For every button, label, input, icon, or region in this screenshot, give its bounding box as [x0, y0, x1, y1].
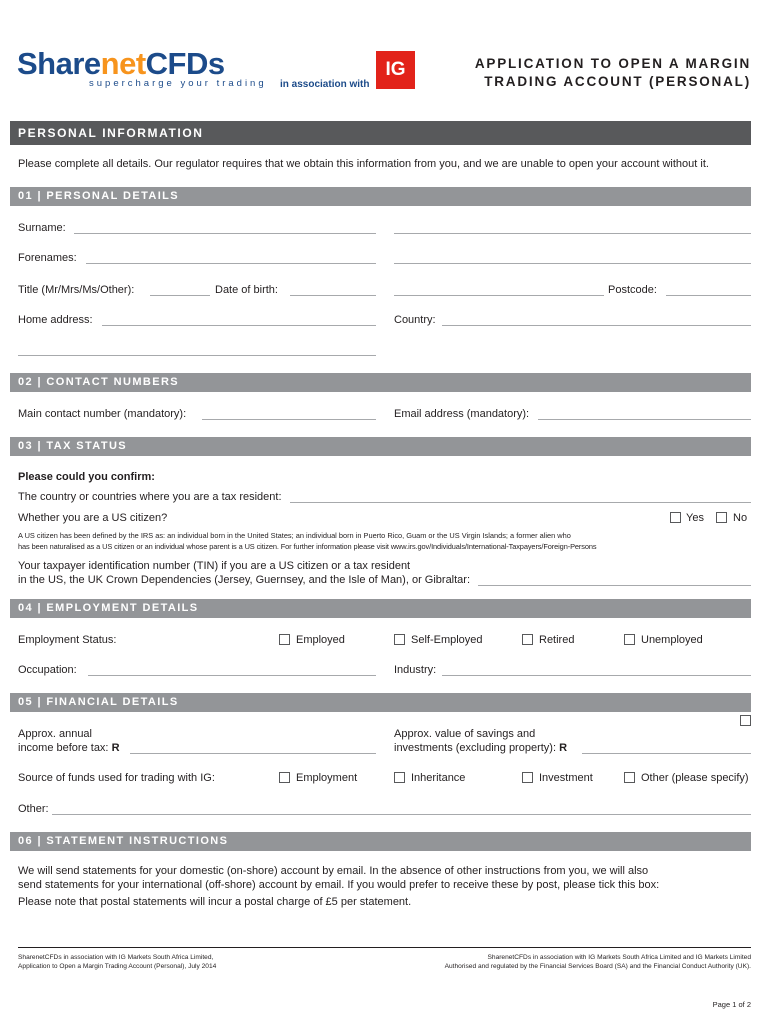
- surname-field-2[interactable]: [394, 233, 751, 234]
- footer-left-line2: Application to Open a Margin Trading Account (Personal), July 2014: [18, 963, 217, 970]
- tax-resident-label: The country or countries where you are a tax resident:: [18, 491, 282, 503]
- contact-numbers-heading: 02 | CONTACT NUMBERS: [10, 373, 751, 392]
- retired-checkbox[interactable]: [522, 634, 533, 645]
- footer-left-line1: SharenetCFDs in association with IG Markets South Africa Limited,: [18, 954, 214, 961]
- logo-net: net: [100, 46, 146, 81]
- tin-label-line1: Your taxpayer identification number (TIN) if you are a US citizen or a tax resident: [18, 560, 411, 572]
- intro-text: Please complete all details. Our regulator requires that we obtain this information from you, and we are unable to open your account without it.: [18, 158, 709, 170]
- ig-logo: IG: [376, 51, 415, 89]
- country-label: Country:: [394, 314, 436, 326]
- tin-field[interactable]: [478, 585, 751, 586]
- self-employed-checkbox[interactable]: [394, 634, 405, 645]
- tax-resident-field[interactable]: [290, 502, 751, 503]
- footer-right-line2: Authorised and regulated by the Financial Services Board (SA) and the Financial Conduct Authority (UK).: [444, 963, 751, 970]
- email-field[interactable]: [538, 419, 751, 420]
- savings-label-text: investments (excluding property):: [394, 742, 557, 754]
- employment-source-checkbox[interactable]: [279, 772, 290, 783]
- email-label: Email address (mandatory):: [394, 408, 530, 420]
- statement-text-line3: Please note that postal statements will incur a postal charge of £5 per statement.: [18, 896, 412, 908]
- investment-checkbox[interactable]: [522, 772, 533, 783]
- logo-tagline: supercharge your trading: [89, 78, 267, 89]
- employment-details-heading: 04 | EMPLOYMENT DETAILS: [10, 599, 751, 618]
- other-label: Other:: [18, 803, 49, 815]
- us-citizen-no-checkbox[interactable]: [716, 512, 727, 523]
- income-field[interactable]: [130, 753, 376, 754]
- employed-checkbox[interactable]: [279, 634, 290, 645]
- page-number: Page 1 of 2: [712, 1000, 751, 1009]
- other-field[interactable]: [52, 814, 751, 815]
- form-title-line2: TRADING ACCOUNT (PERSONAL): [484, 74, 751, 89]
- association-text: in association with: [280, 79, 370, 90]
- savings-label-line1: Approx. value of savings and: [394, 728, 536, 740]
- savings-field[interactable]: [582, 753, 751, 754]
- surname-label: Surname:: [18, 222, 66, 234]
- unemployed-checkbox[interactable]: [624, 634, 635, 645]
- footer-right-line1: SharenetCFDs in association with IG Markets South Africa Limited and IG Markets Limited: [487, 954, 751, 961]
- footer-divider: [18, 947, 751, 948]
- inheritance-checkbox[interactable]: [394, 772, 405, 783]
- employment-source-label: Employment: [296, 772, 358, 784]
- occupation-label: Occupation:: [18, 664, 77, 676]
- forenames-field[interactable]: [86, 263, 376, 264]
- statement-text-line2: send statements for your international (off-shore) account by email. If you would prefer to receive these by post, please tick this box:: [18, 879, 660, 891]
- us-citizen-yes-checkbox[interactable]: [670, 512, 681, 523]
- dob-label: Date of birth:: [215, 284, 278, 296]
- statement-instructions-heading: 06 | STATEMENT INSTRUCTIONS: [10, 832, 751, 851]
- us-citizen-note-line2: has been naturalised as a US citizen or an individual whose parent is a US citizen. For further information please visit www.irs.gov/Individuals/International-Taxpayers/Foreign-Persons: [18, 542, 597, 551]
- dob-field[interactable]: [290, 295, 376, 296]
- income-label-line1: Approx. annual: [18, 728, 92, 740]
- financial-details-heading: 05 | FINANCIAL DETAILS: [10, 693, 751, 712]
- us-citizen-note-line1: A US citizen has been defined by the IRS as: an individual born in the United States; an individual born in Puerto Rico, Guam or the US Virgin Islands; a former alien who: [18, 531, 571, 540]
- savings-currency: R: [559, 742, 568, 754]
- postcode-field[interactable]: [666, 295, 751, 296]
- forenames-label: Forenames:: [18, 252, 77, 264]
- other-source-label: Other (please specify): [641, 772, 749, 784]
- home-address-field[interactable]: [102, 325, 376, 326]
- forenames-field-2[interactable]: [394, 263, 751, 264]
- yes-label: Yes: [686, 512, 704, 524]
- main-contact-label: Main contact number (mandatory):: [18, 408, 187, 420]
- form-title-line1: APPLICATION TO OPEN A MARGIN: [474, 56, 751, 71]
- sharenet-logo: [17, 48, 267, 89]
- statement-text-line1: We will send statements for your domestic (on-shore) account by email. In the absence of other instructions from you, we will also: [18, 865, 649, 877]
- home-address-field-2[interactable]: [18, 355, 376, 356]
- confirm-label: Please could you confirm:: [18, 471, 155, 483]
- industry-label: Industry:: [394, 664, 437, 676]
- investment-label: Investment: [539, 772, 593, 784]
- source-of-funds-label: Source of funds used for trading with IG:: [18, 772, 215, 784]
- occupation-field[interactable]: [88, 675, 376, 676]
- employment-status-label: Employment Status:: [18, 634, 117, 646]
- income-label-line2: [18, 742, 120, 755]
- personal-details-heading: 01 | PERSONAL DETAILS: [10, 187, 751, 206]
- postcode-label: Postcode:: [608, 284, 657, 296]
- no-label: No: [733, 512, 748, 524]
- logo-wordmark: [17, 48, 267, 80]
- unemployed-label: Unemployed: [641, 634, 703, 646]
- title-field[interactable]: [150, 295, 210, 296]
- income-currency: R: [111, 742, 120, 754]
- self-employed-label: Self-Employed: [411, 634, 483, 646]
- title-label: Title (Mr/Mrs/Ms/Other):: [18, 284, 135, 296]
- income-label-text: income before tax:: [18, 742, 109, 754]
- tax-status-heading: 03 | TAX STATUS: [10, 437, 751, 456]
- us-citizen-label: Whether you are a US citizen?: [18, 512, 168, 524]
- financial-checkbox[interactable]: [740, 715, 751, 726]
- country-field[interactable]: [442, 325, 751, 326]
- home-address-label: Home address:: [18, 314, 93, 326]
- industry-field[interactable]: [442, 675, 751, 676]
- tin-label-line2: in the US, the UK Crown Dependencies (Jersey, Guernsey, and the Isle of Man), or Gibraltar:: [18, 574, 471, 586]
- inheritance-label: Inheritance: [411, 772, 466, 784]
- other-source-checkbox[interactable]: [624, 772, 635, 783]
- personal-information-heading: PERSONAL INFORMATION: [10, 121, 751, 145]
- savings-label-line2: [394, 742, 567, 755]
- logo-share: Share: [17, 46, 101, 81]
- surname-field[interactable]: [74, 233, 376, 234]
- main-contact-field[interactable]: [202, 419, 376, 420]
- retired-label: Retired: [539, 634, 575, 646]
- address-line-field[interactable]: [394, 295, 604, 296]
- logo-cfds: CFDs: [145, 46, 225, 81]
- employed-label: Employed: [296, 634, 345, 646]
